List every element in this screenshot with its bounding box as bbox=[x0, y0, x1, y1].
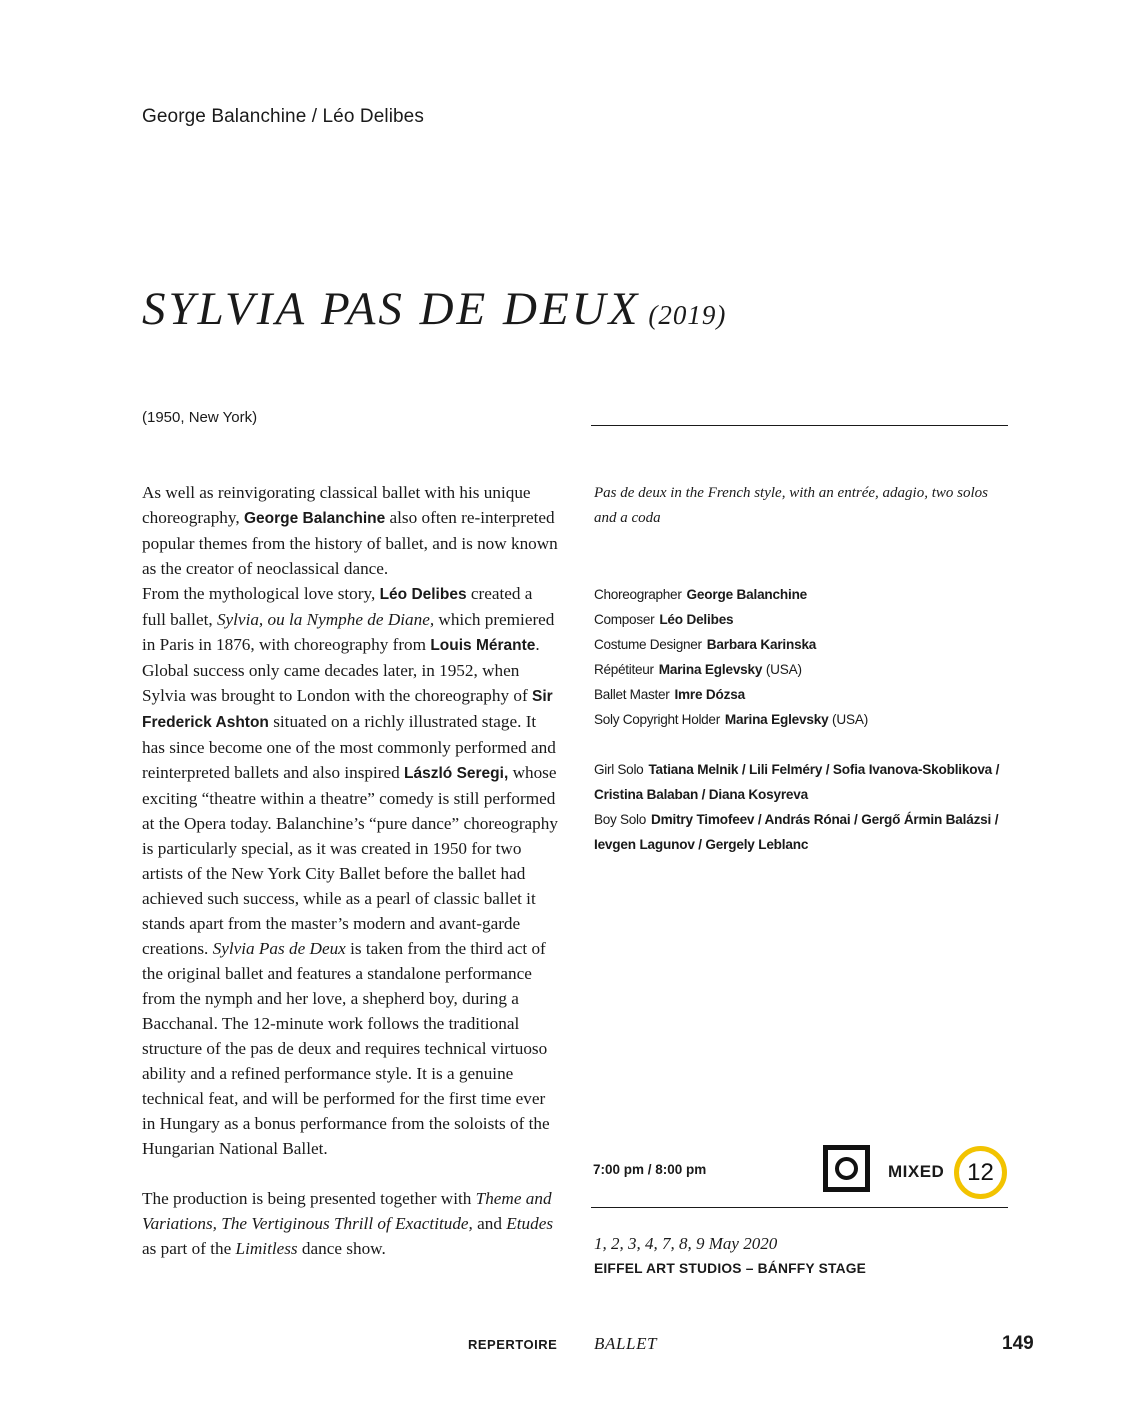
credit-note: (USA) bbox=[762, 662, 802, 677]
title-year: (2019) bbox=[648, 300, 727, 330]
page-number: 149 bbox=[1002, 1333, 1034, 1354]
credit-role: Répétiteur bbox=[594, 662, 654, 677]
italic-title: Etudes bbox=[506, 1214, 554, 1233]
show-times: 7:00 pm / 8:00 pm bbox=[593, 1162, 707, 1177]
credit-role: Ballet Master bbox=[594, 687, 670, 702]
credit-name: George Balanchine bbox=[686, 587, 808, 602]
credit-row bbox=[594, 657, 1014, 682]
credit-role: Choreographer bbox=[594, 587, 682, 602]
performance-dates: 1, 2, 3, 4, 7, 8, 9 May 2020 bbox=[594, 1234, 778, 1253]
body-paragraph-1 bbox=[142, 480, 560, 581]
credit-row bbox=[594, 607, 1014, 632]
cast-names: Dmitry Timofeev / András Rónai / Gergő Ármin Balázsi / Ievgen Lagunov / Gergely Leblanc bbox=[594, 812, 999, 852]
text-run: dance show. bbox=[297, 1239, 386, 1258]
footer-section: REPERTOIRE bbox=[468, 1337, 558, 1352]
age-rating-badge: 12 bbox=[954, 1146, 1007, 1199]
text-run: is taken from the third act of the original ballet and features a standalone performance from the nymph and her love, a shepherd boy, during a Bacchanal. The 12-minute work follows the traditional structure of the pas de deux and requires technical virtuoso ability and a refined performance style. It is a genuine technical feat, and will be performed for the first time ever in Hungary as a bonus performance from the soloists of the Hungarian National Ballet. bbox=[142, 939, 550, 1158]
text-run: The production is being presented together with bbox=[142, 1189, 476, 1208]
cast-names: Tatiana Melnik / Lili Felméry / Sofia Ivanova-Skoblikova / Cristina Balaban / Diana Kosyreva bbox=[594, 762, 1000, 802]
cast-role: Girl Solo bbox=[594, 762, 644, 777]
mixed-program-icon bbox=[823, 1145, 870, 1192]
credit-role: Soly Copyright Holder bbox=[594, 712, 720, 727]
credit-note: (USA) bbox=[828, 712, 869, 727]
credit-role: Composer bbox=[594, 612, 655, 627]
premiere-info: (1950, New York) bbox=[142, 409, 258, 426]
bold-name: Léo Delibes bbox=[379, 586, 467, 603]
italic-title: Theme and Variations, The Vertiginous Thrill of Exactitude, bbox=[142, 1189, 552, 1233]
text-run: As well as reinvigorating classical ballet with his unique choreography, bbox=[142, 483, 531, 527]
cast-role: Boy Solo bbox=[594, 812, 647, 827]
text-run: as part of the bbox=[142, 1239, 236, 1258]
page-title: SYLVIA PAS DE DEUX bbox=[142, 283, 641, 335]
body-text bbox=[142, 480, 560, 1261]
text-run: which premiered in Paris in 1876, with choreography from bbox=[142, 610, 555, 654]
credits-list bbox=[594, 582, 1014, 732]
credit-row bbox=[594, 682, 1014, 707]
text-run: From the mythological love story, bbox=[142, 584, 380, 603]
body-paragraph-3 bbox=[142, 1186, 560, 1261]
bold-name: László Seregi, bbox=[404, 765, 509, 782]
divider-top bbox=[591, 425, 1008, 426]
credit-name: Marina Eglevsky bbox=[658, 662, 763, 677]
text-run: whose exciting “theatre within a theatre” comedy is still performed at the Opera today. Balanchine’s “pure dance” choreography is particularly special, as it was created in 1950 for two artists of the New York City Ballet before the ballet had achieved such success, while as a pearl of classic ballet it stands apart from the master’s modern and avant-garde creations. bbox=[142, 763, 558, 958]
credit-name: Imre Dózsa bbox=[674, 687, 745, 702]
credit-row bbox=[594, 632, 1014, 657]
work-description: Pas de deux in the French style, with an entrée, adagio, two solos and a coda bbox=[594, 485, 988, 526]
program-type-label: MIXED bbox=[888, 1162, 945, 1181]
text-run: created a full ballet, bbox=[142, 584, 533, 629]
credit-name: Marina Eglevsky bbox=[724, 712, 829, 727]
bold-name: Sir Frederick Ashton bbox=[142, 688, 553, 731]
italic-title: Sylvia, ou la Nymphe de Diane, bbox=[216, 610, 435, 629]
italic-title: Sylvia Pas de Deux bbox=[212, 939, 346, 958]
body-paragraph-2 bbox=[142, 581, 560, 1161]
credit-name: Léo Delibes bbox=[659, 612, 734, 627]
credit-row bbox=[594, 582, 1014, 607]
italic-title: Limitless bbox=[235, 1239, 298, 1258]
bold-name: Louis Mérante bbox=[430, 637, 536, 654]
text-run: also often re-interpreted popular themes from the history of ballet, and is now known as the creator of neoclassical dance. bbox=[142, 508, 558, 578]
text-run: and bbox=[472, 1214, 507, 1233]
credit-row bbox=[594, 707, 1014, 732]
credit-role: Costume Designer bbox=[594, 637, 702, 652]
cast-list bbox=[594, 757, 1014, 857]
text-run: . Global success only came decades later, in 1952, when Sylvia was brought to London with the choreography of bbox=[142, 635, 540, 705]
cast-girl-solo bbox=[594, 757, 1014, 807]
cast-boy-solo bbox=[594, 807, 1014, 857]
divider-bottom bbox=[591, 1207, 1008, 1208]
footer-category: BALLET bbox=[594, 1334, 658, 1353]
venue: EIFFEL ART STUDIOS – BÁNFFY STAGE bbox=[594, 1261, 867, 1276]
top-credit-line: George Balanchine / Léo Delibes bbox=[142, 106, 424, 127]
mixed-icon-ring bbox=[835, 1157, 858, 1180]
text-run: situated on a richly illustrated stage. It has since become one of the most commonly performed and reinterpreted ballets and also inspired bbox=[142, 712, 556, 782]
title-block bbox=[142, 282, 726, 336]
credit-name: Barbara Karinska bbox=[706, 637, 817, 652]
bold-name: George Balanchine bbox=[243, 510, 386, 527]
